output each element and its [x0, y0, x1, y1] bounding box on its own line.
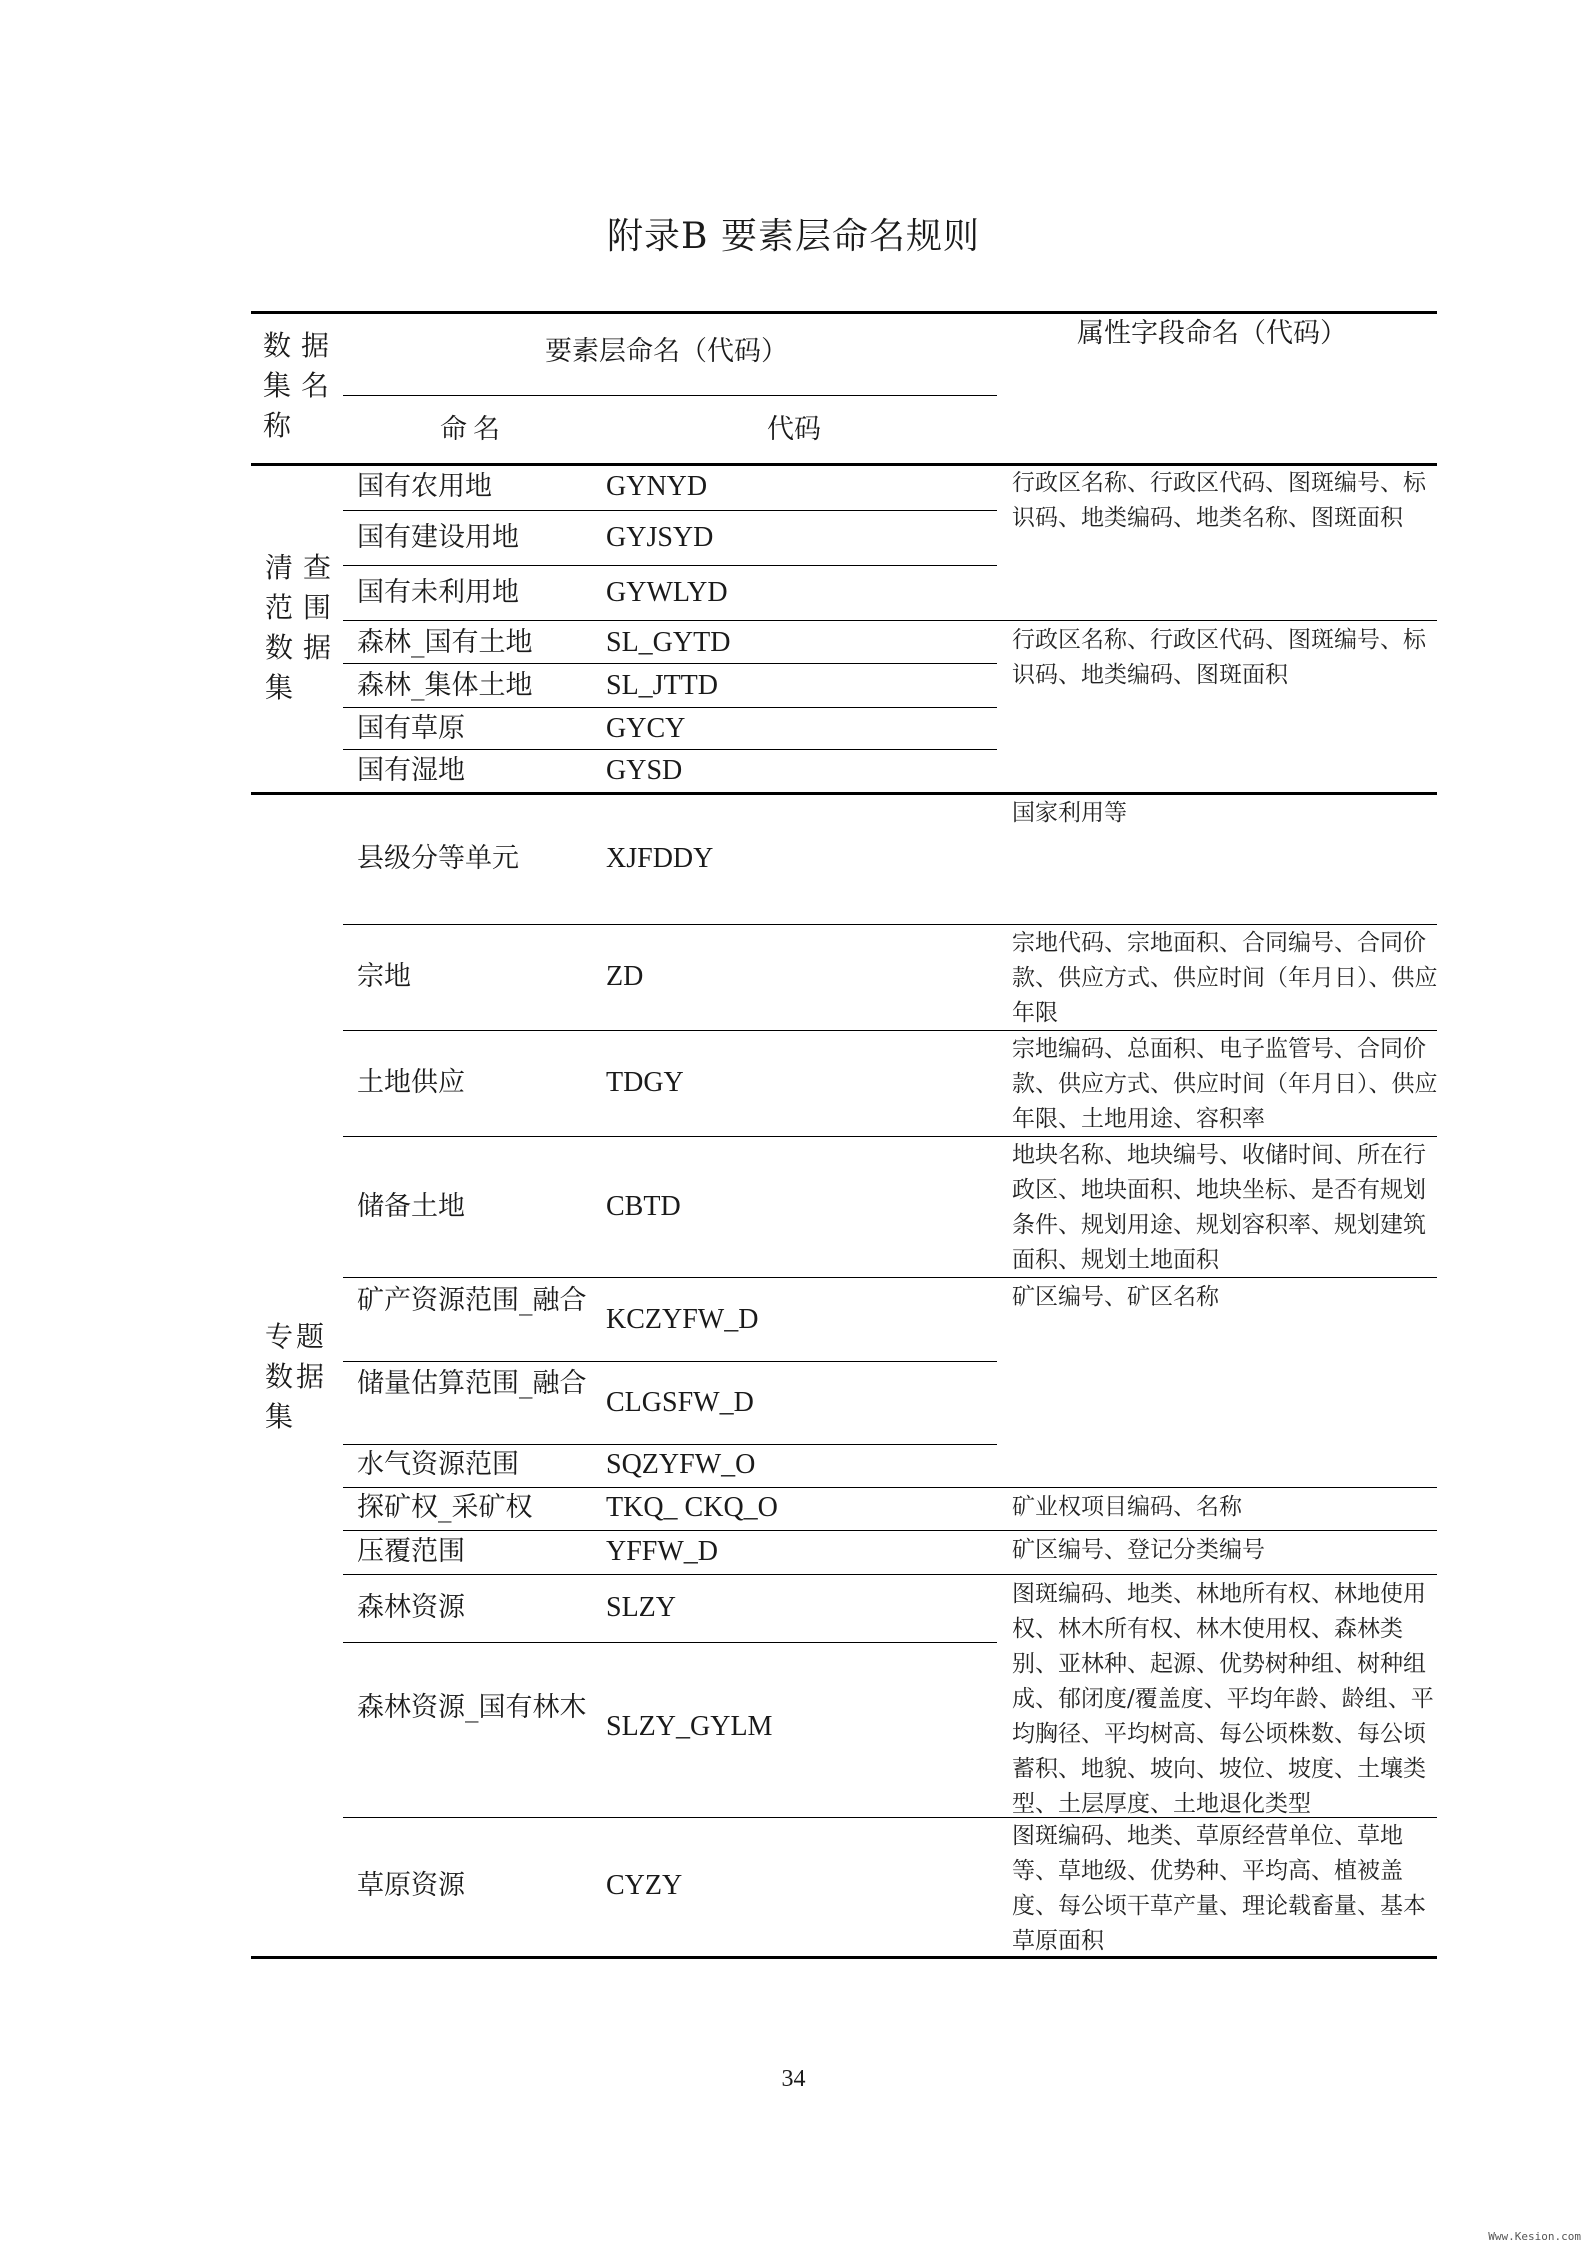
layer-code: CYZY	[606, 1870, 683, 1901]
attribute-fields: 国家利用等	[1012, 800, 1127, 826]
group-label: 专题数据集	[265, 1320, 328, 1433]
attribute-fields: 行政区名称、行政区代码、图斑编号、标识码、地类编码、地类名称、图斑面积	[1012, 470, 1426, 531]
layer-code: ZD	[606, 961, 644, 992]
layer-name: 国有建设用地	[357, 522, 519, 553]
layer-code: CBTD	[606, 1191, 681, 1222]
row-rule	[343, 1487, 1437, 1488]
layer-group-header: 要素层命名（代码）	[545, 336, 788, 367]
layer-code: SLZY	[606, 1592, 676, 1623]
attribute-fields: 宗地编码、总面积、电子监管号、合同价款、供应方式、供应时间（年月日）、供应年限、土地用途、容积率	[1012, 1036, 1438, 1132]
layer-name: 储量估算范围_融合	[357, 1368, 587, 1399]
row-rule	[343, 1444, 997, 1445]
layer-code: TDGY	[606, 1067, 684, 1098]
layer-name: 草原资源	[357, 1870, 465, 1901]
layer-name: 国有未利用地	[357, 577, 519, 608]
layer-name: 国有草原	[357, 713, 465, 744]
row-rule	[343, 1642, 997, 1643]
layer-name: 森林资源	[357, 1592, 465, 1623]
layer-code: GYWLYD	[606, 577, 728, 608]
row-rule	[343, 1530, 1437, 1531]
attribute-fields: 矿区编号、登记分类编号	[1012, 1537, 1265, 1563]
group-rule	[251, 792, 1437, 795]
attribute-fields: 矿业权项目编码、名称	[1012, 1494, 1242, 1520]
code-column-header: 代码	[767, 414, 821, 445]
row-rule	[343, 924, 1437, 925]
layer-code: SQZYFW_O	[606, 1449, 756, 1480]
attr-group-header: 属性字段命名（代码）	[1077, 318, 1347, 349]
page-title: 附录B 要素层命名规则	[607, 216, 980, 257]
row-rule	[343, 707, 997, 708]
row-rule	[343, 663, 997, 664]
page-number: 34	[781, 2066, 806, 2092]
attribute-fields: 地块名称、地块编号、收储时间、所在行政区、地块面积、地块坐标、是否有规划条件、规划用途、规划容积率、规划建筑面积、规划土地面积	[1012, 1142, 1426, 1273]
row-rule	[343, 565, 997, 566]
layer-code: XJFDDY	[606, 843, 714, 874]
table-top-rule	[251, 311, 1437, 314]
row-rule	[343, 749, 997, 750]
layer-name: 森林_国有土地	[357, 627, 533, 658]
layer-name: 土地供应	[357, 1067, 465, 1098]
row-rule	[343, 1361, 997, 1362]
layer-name: 储备土地	[357, 1191, 465, 1222]
row-rule	[343, 620, 1437, 621]
dataset-name-header: 数据集名称	[263, 329, 340, 442]
layer-code: SL_JTTD	[606, 670, 718, 701]
layer-code: YFFW_D	[606, 1536, 719, 1567]
layer-name: 宗地	[357, 961, 411, 992]
layer-name: 矿产资源范围_融合	[357, 1285, 587, 1316]
layer-name: 水气资源范围	[357, 1449, 519, 1480]
layer-name: 国有农用地	[357, 471, 492, 502]
layer-name: 国有湿地	[357, 755, 465, 786]
layer-code: SL_GYTD	[606, 627, 731, 658]
layer-name: 县级分等单元	[357, 843, 519, 874]
layer-code: GYNYD	[606, 471, 708, 502]
layer-code: TKQ_ CKQ_O	[606, 1492, 778, 1523]
attribute-fields: 图斑编码、地类、林地所有权、林地使用权、林木所有权、林木使用权、森林类别、亚林种、起源、优势树种组、树种组成、郁闭度/覆盖度、平均年龄、龄组、平均胸径、平均树高、每公顷株数、每公顷蓄积、地貌、坡向、坡位、坡度、土壤类型、土层厚度、土地退化类型	[1012, 1581, 1434, 1817]
layer-name: 探矿权_采矿权	[357, 1492, 533, 1523]
row-rule	[343, 510, 997, 511]
attribute-fields: 宗地代码、宗地面积、合同编号、合同价款、供应方式、供应时间（年月日）、供应年限	[1012, 930, 1438, 1026]
layer-code: GYCY	[606, 713, 686, 744]
watermark: Www.Kesion.com	[1488, 2230, 1581, 2243]
layer-code: KCZYFW_D	[606, 1304, 759, 1335]
attribute-fields: 图斑编码、地类、草原经营单位、草地等、草地级、优势种、平均高、植被盖度、每公顷干草产量、理论载畜量、基本草原面积	[1012, 1823, 1426, 1954]
layer-code: GYSD	[606, 755, 683, 786]
header-split-rule	[343, 395, 997, 396]
row-rule	[343, 1574, 1437, 1575]
layer-name: 压覆范围	[357, 1536, 465, 1567]
layer-code: CLGSFW_D	[606, 1387, 754, 1418]
layer-name: 森林_集体土地	[357, 670, 533, 701]
group-label: 清查范围数据集	[265, 551, 342, 704]
layer-code: GYJSYD	[606, 522, 714, 553]
layer-name: 森林资源_国有林木	[357, 1692, 587, 1723]
layer-code: SLZY_GYLM	[606, 1711, 773, 1742]
name-column-header: 命名	[440, 414, 506, 445]
attribute-fields: 行政区名称、行政区代码、图斑编号、标识码、地类编码、图斑面积	[1012, 627, 1426, 688]
attribute-fields: 矿区编号、矿区名称	[1012, 1284, 1219, 1310]
